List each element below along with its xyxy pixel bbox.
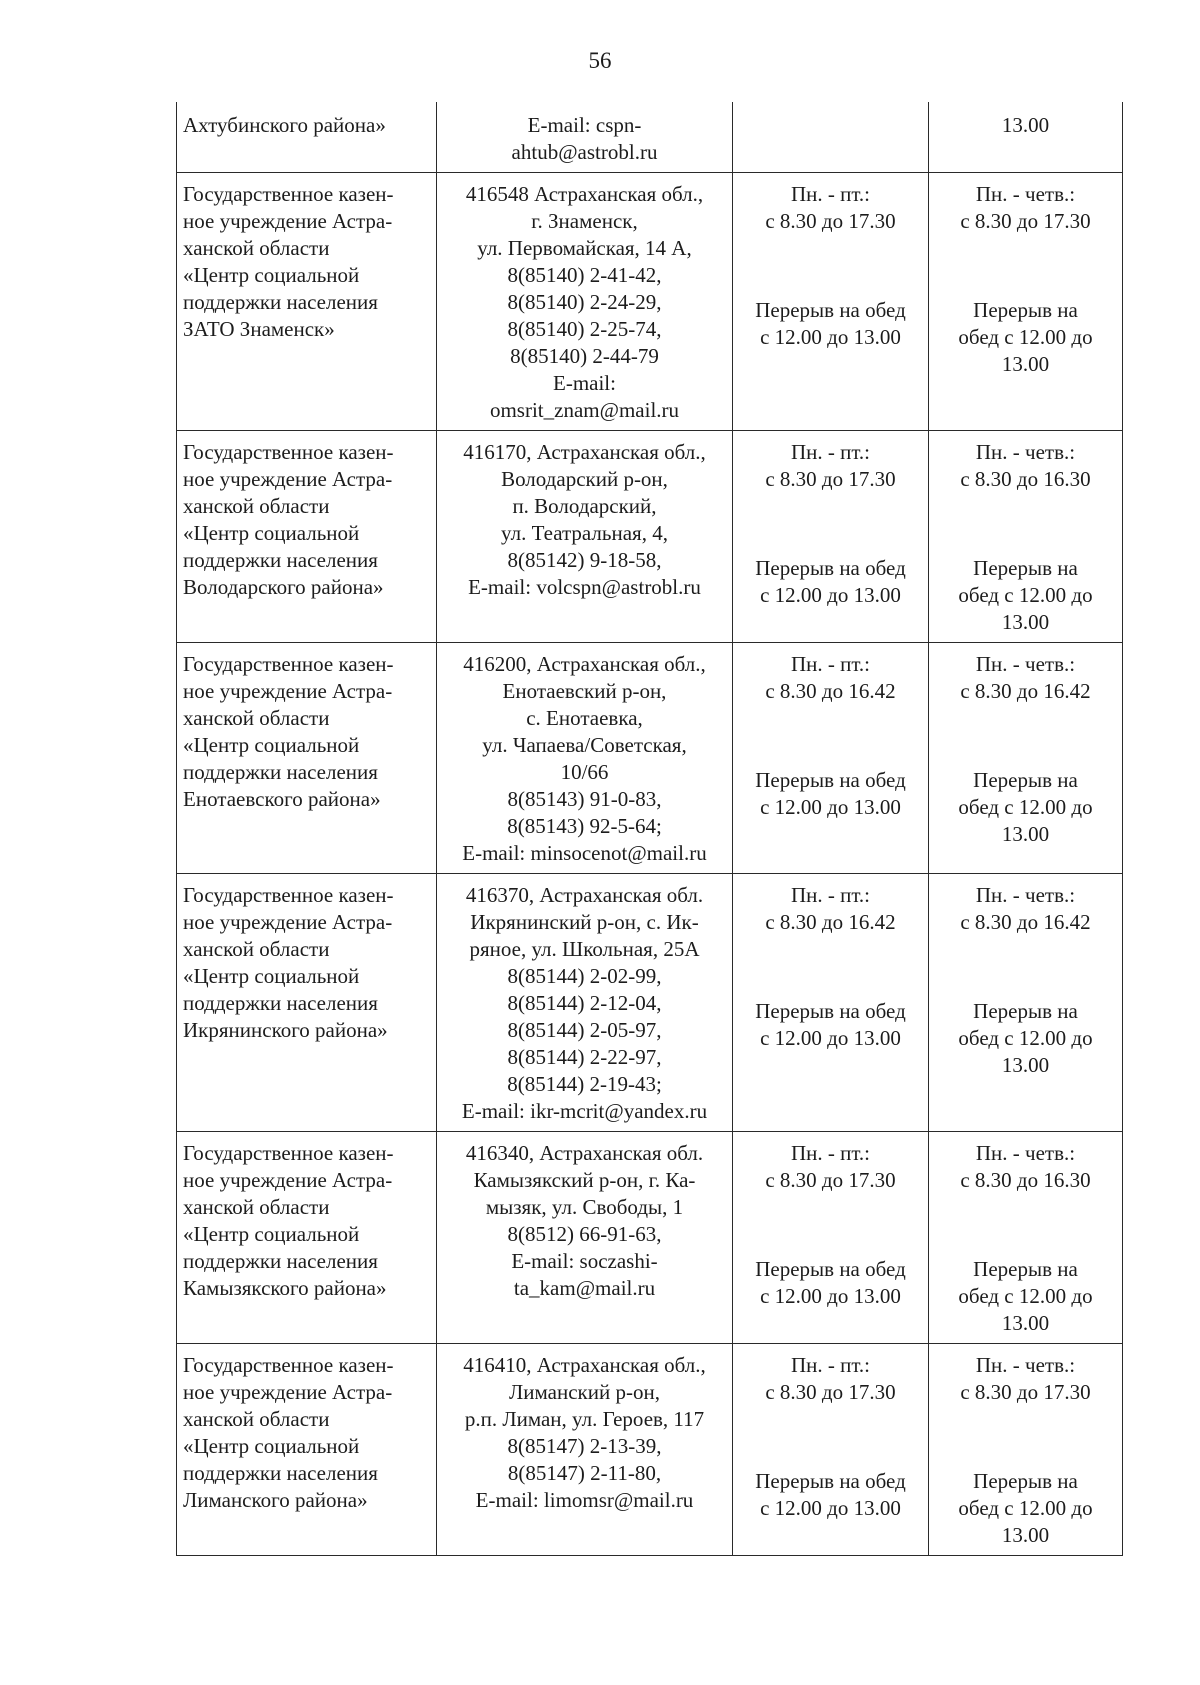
institution-name-cell [177,102,437,173]
lunch-break-line: Перерыв на [973,298,1078,322]
weekday-hours-value: с 8.30 до 17.30 [765,1380,896,1404]
table-row [177,1344,1123,1556]
institution-name-line: «Центр социальной [183,1222,360,1246]
lunch-break-line: с 12.00 до 13.00 [760,1026,901,1050]
address-line: ta_kam@mail.ru [513,1276,656,1300]
address-line: E-mail: volcspn@astrobl.ru [468,575,701,599]
table-row [177,102,1123,173]
institution-name-line: ханской области [183,706,330,730]
institution-name-line: Государственное казен- [183,652,394,676]
address-line: E-mail: soczashi- [511,1249,658,1273]
institution-name-line: ханской области [183,494,330,518]
address-line: Енотаевский р-он, [502,679,667,703]
alt-schedule-cell [929,1132,1123,1344]
address-line: ряное, ул. Школьная, 25А [469,937,700,961]
lunch-break-block [739,1256,922,1310]
address-line: 8(8512) 66-91-63, [507,1222,662,1246]
alt-schedule-cell [929,102,1123,173]
institution-name-line: ханской области [183,1407,330,1431]
lunch-break-block [935,998,1116,1079]
lunch-break-line: 13.00 [1001,822,1050,846]
institution-name-line: Государственное казен- [183,182,394,206]
weekday-days-label: Пн. - пт.: [790,652,871,676]
address-contacts-cell [437,173,733,431]
address-line: ул. Театральная, 4, [501,521,668,545]
address-line: 8(85143) 91-0-83, [507,787,662,811]
lunch-break-line: с 12.00 до 13.00 [760,325,901,349]
institution-name-cell [177,431,437,643]
address-line: мызяк, ул. Свободы, 1 [485,1195,684,1219]
alt-days-label: Пн. - четв.: [975,440,1076,464]
institution-name-line: ное учреждение Астра- [183,467,393,491]
table-row [177,874,1123,1132]
weekday-days-label: Пн. - пт.: [790,182,871,206]
address-line: п. Володарский, [512,494,657,518]
institution-name-line: поддержки населения [183,1249,378,1273]
institution-name-line: ханской области [183,1195,330,1219]
lunch-break-line: Перерыв на обед [755,768,906,792]
institutions-table-body [177,102,1123,1556]
alt-hours-value: с 8.30 до 16.42 [960,679,1091,703]
institution-name-line: Государственное казен- [183,883,394,907]
institution-name-cell [177,173,437,431]
weekday-days-label: Пн. - пт.: [790,883,871,907]
lunch-break-block [739,297,922,351]
institution-name-line: ное учреждение Астра- [183,1380,393,1404]
institution-name-line: Лиманского района» [183,1488,368,1512]
institution-name-line: Государственное казен- [183,1353,394,1377]
address-line: ул. Чапаева/Советская, [482,733,687,757]
institution-name-cell [177,1344,437,1556]
institution-name-line: Государственное казен- [183,1141,394,1165]
alt-schedule-cell [929,173,1123,431]
institution-name-line: поддержки населения [183,1461,378,1485]
weekday-hours-value: с 8.30 до 16.42 [765,679,896,703]
alt-schedule-cell [929,1344,1123,1556]
lunch-break-block [739,1468,922,1522]
alt-days-label: Пн. - четв.: [975,1141,1076,1165]
weekday-hours-cell [733,643,929,874]
institution-name-line: поддержки населения [183,548,378,572]
institution-name-line: поддержки населения [183,290,378,314]
alt-days-label: 13.00 [1001,113,1050,137]
address-contacts-cell [437,1344,733,1556]
weekday-hours-cell [733,1344,929,1556]
institution-name-line: ное учреждение Астра- [183,1168,393,1192]
weekday-hours-cell [733,874,929,1132]
address-line: E-mail: [553,371,616,395]
page-number: 56 [588,48,612,73]
lunch-break-line: Перерыв на обед [755,1257,906,1281]
weekday-hours-value: с 8.30 до 17.30 [765,1168,896,1192]
address-line: 416340, Астраханская обл. [465,1141,704,1165]
alt-hours-value: с 8.30 до 17.30 [960,1380,1091,1404]
lunch-break-line: обед с 12.00 до [958,1026,1093,1050]
address-line: E-mail: minsocenot@mail.ru [462,841,707,865]
lunch-break-line: Перерыв на обед [755,556,906,580]
lunch-break-block [935,555,1116,636]
institution-name-cell [177,643,437,874]
address-line: E-mail: limomsr@mail.ru [475,1488,694,1512]
institution-name-line: «Центр социальной [183,1434,360,1458]
lunch-break-line: 13.00 [1001,352,1050,376]
alt-hours-value: с 8.30 до 16.42 [960,910,1091,934]
table-row [177,173,1123,431]
lunch-break-line: Перерыв на обед [755,999,906,1023]
address-line: р.п. Лиман, ул. Героев, 117 [464,1407,705,1431]
lunch-break-line: обед с 12.00 до [958,795,1093,819]
weekday-hours-cell [733,1132,929,1344]
institution-name-line: Володарского района» [183,575,384,599]
institution-name-line: Государственное казен- [183,440,394,464]
weekday-hours-cell [733,173,929,431]
address-contacts-cell [437,431,733,643]
institution-name-line: поддержки населения [183,760,378,784]
lunch-break-line: обед с 12.00 до [958,1284,1093,1308]
lunch-break-line: Перерыв на обед [755,298,906,322]
address-line: г. Знаменск, [531,209,638,233]
institution-name-line: Енотаевского района» [183,787,381,811]
address-line: 8(85140) 2-41-42, [507,263,662,287]
lunch-break-line: 13.00 [1001,1053,1050,1077]
lunch-break-line: обед с 12.00 до [958,1496,1093,1520]
address-contacts-cell [437,874,733,1132]
alt-schedule-cell [929,431,1123,643]
lunch-break-line: Перерыв на [973,1469,1078,1493]
address-line: omsrit_znam@mail.ru [489,398,680,422]
lunch-break-block [739,555,922,609]
address-line: 8(85142) 9-18-58, [507,548,662,572]
lunch-break-line: Перерыв на [973,999,1078,1023]
weekday-hours-cell [733,431,929,643]
institution-name-line: ЗАТО Знаменск» [183,317,335,341]
institutions-table [176,102,1123,1556]
table-row [177,431,1123,643]
alt-hours-value: с 8.30 до 17.30 [960,209,1091,233]
institution-name-line: ханской области [183,236,330,260]
address-line: 8(85144) 2-05-97, [507,1018,662,1042]
address-line: 8(85140) 2-25-74, [507,317,662,341]
address-line: 8(85147) 2-13-39, [507,1434,662,1458]
lunch-break-line: 13.00 [1001,1523,1050,1547]
address-line: E-mail: ikr-mcrit@yandex.ru [461,1099,708,1123]
address-line: 8(85143) 92-5-64; [507,814,662,838]
lunch-break-block [935,1468,1116,1549]
lunch-break-block [935,767,1116,848]
alt-schedule-cell [929,874,1123,1132]
lunch-break-line: с 12.00 до 13.00 [760,583,901,607]
address-line: 8(85147) 2-11-80, [507,1461,662,1485]
institution-name-line: Камызякского района» [183,1276,387,1300]
weekday-hours-value: с 8.30 до 17.30 [765,209,896,233]
alt-days-label: Пн. - четв.: [975,883,1076,907]
institution-name-line: ное учреждение Астра- [183,679,393,703]
weekday-hours-cell [733,102,929,173]
address-line: ул. Первомайская, 14 А, [477,236,692,260]
lunch-break-block [739,998,922,1052]
lunch-break-line: Перерыв на обед [755,1469,906,1493]
alt-hours-value: с 8.30 до 16.30 [960,467,1091,491]
lunch-break-line: обед с 12.00 до [958,583,1093,607]
weekday-days-label: Пн. - пт.: [790,440,871,464]
lunch-break-line: с 12.00 до 13.00 [760,1496,901,1520]
lunch-break-line: Перерыв на [973,1257,1078,1281]
institution-name-line: ное учреждение Астра- [183,209,393,233]
weekday-hours-value: с 8.30 до 17.30 [765,467,896,491]
table-row [177,1132,1123,1344]
address-line: 8(85140) 2-44-79 [510,344,659,368]
address-contacts-cell [437,102,733,173]
lunch-break-line: Перерыв на [973,768,1078,792]
table-row [177,643,1123,874]
lunch-break-line: обед с 12.00 до [958,325,1093,349]
lunch-break-block [935,297,1116,378]
address-line: Володарский р-он, [501,467,668,491]
institution-name-line: «Центр социальной [183,733,360,757]
alt-days-label: Пн. - четв.: [975,1353,1076,1377]
alt-days-label: Пн. - четв.: [975,182,1076,206]
address-line: ahtub@astrobl.ru [511,140,658,164]
address-line: 8(85144) 2-19-43; [507,1072,662,1096]
lunch-break-line: с 12.00 до 13.00 [760,795,901,819]
weekday-days-label: Пн. - пт.: [790,1141,871,1165]
address-line: 416548 Астраханская обл., [465,182,704,206]
alt-hours-value: с 8.30 до 16.30 [960,1168,1091,1192]
institution-name-cell [177,874,437,1132]
lunch-break-line: с 12.00 до 13.00 [760,1284,901,1308]
lunch-break-line: 13.00 [1001,610,1050,634]
address-line: Икрянинский р-он, с. Ик- [470,910,699,934]
address-line: Камызякский р-он, г. Ка- [473,1168,696,1192]
institution-name-line: «Центр социальной [183,263,360,287]
address-line: 416200, Астраханская обл., [463,652,706,676]
institution-name-cell [177,1132,437,1344]
lunch-break-line: Перерыв на [973,556,1078,580]
lunch-break-block [739,767,922,821]
address-contacts-cell [437,643,733,874]
address-line: 8(85144) 2-22-97, [507,1045,662,1069]
address-line: 8(85140) 2-24-29, [507,290,662,314]
address-line: E-mail: cspn- [527,113,642,137]
address-line: 416170, Астраханская обл., [463,440,706,464]
institutions-table-container [176,102,1122,1556]
weekday-hours-value: с 8.30 до 16.42 [765,910,896,934]
alt-schedule-cell [929,643,1123,874]
address-line: 8(85144) 2-12-04, [507,991,662,1015]
institution-name-line: «Центр социальной [183,521,360,545]
institution-name-line: поддержки населения [183,991,378,1015]
institution-name-line: ханской области [183,937,330,961]
lunch-break-line: 13.00 [1001,1311,1050,1335]
alt-days-label: Пн. - четв.: [975,652,1076,676]
lunch-break-block [935,1256,1116,1337]
institution-name-line: «Центр социальной [183,964,360,988]
address-line: 416410, Астраханская обл., [463,1353,706,1377]
address-line: с. Енотаевка, [526,706,643,730]
address-line: Лиманский р-он, [509,1380,660,1404]
address-contacts-cell [437,1132,733,1344]
address-line: 416370, Астраханская обл. [465,883,704,907]
institution-name-line: Ахтубинского района» [183,113,386,137]
address-line: 10/66 [560,760,609,784]
address-line: 8(85144) 2-02-99, [507,964,662,988]
institution-name-line: ное учреждение Астра- [183,910,393,934]
weekday-days-label: Пн. - пт.: [790,1353,871,1377]
institution-name-line: Икрянинского района» [183,1018,388,1042]
